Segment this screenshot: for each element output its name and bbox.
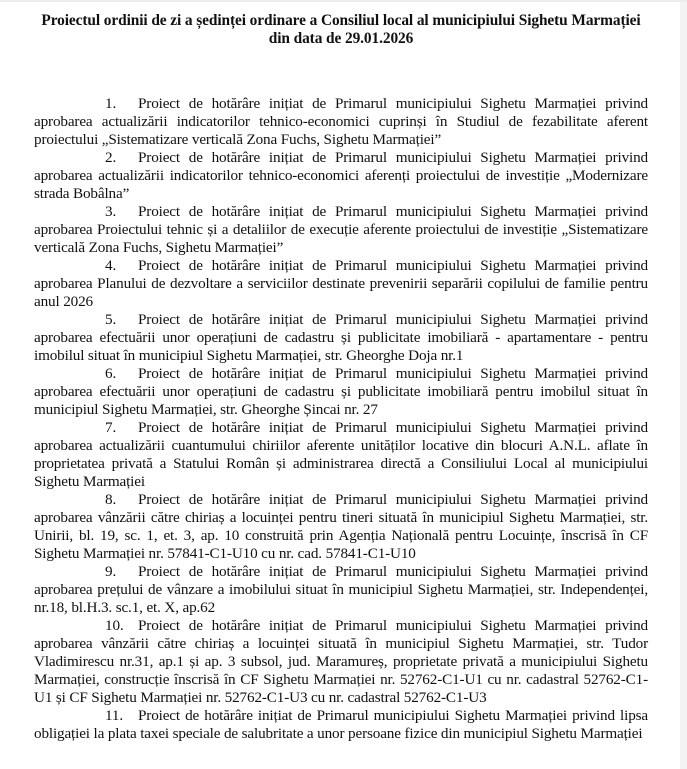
- top-border: [0, 0, 687, 2]
- agenda-item-text: Proiect de hotărâre inițiat de Primarul municipiului Sighetu Marmației privind aprobarea vânzării către chiriaș a locuinței situată în municipiul Sighetu Marmației, str. Tudor Vladimirescu nr.31, ap.1 și ap. 3 subsol, jud. Maramureș, proprietate privată a municipiului Sighetu Marmației, construcție înscrisă în CF Sighetu Marmației nr. 52762-C1-U1 cu nr. cadastral 52762-C1-U1 și CF Sighetu Marmației nr. 52762-C1-U3 cu nr. cadastral 52762-C1-U3: [34, 617, 648, 706]
- agenda-item-number: 4.: [105, 257, 117, 274]
- agenda-item-text: Proiect de hotărâre inițiat de Primarul municipiului Sighetu Marmației privind aprobarea actualizării cuantumului chiriilor aferente unităților locative din blocuri A.N.L. aflate în proprietatea privată a Statului Român și administrarea directă a Consiliului Local al municipiului Sighetu Marmației: [34, 419, 648, 490]
- document-page: [34, 12, 648, 743]
- agenda-item-number: 9.: [105, 563, 117, 580]
- agenda-item: [34, 617, 648, 707]
- scrollbar-track[interactable]: [680, 2, 687, 769]
- agenda-item-number: 11.: [105, 707, 123, 724]
- agenda-item: [34, 149, 648, 203]
- agenda-item-text: Proiect de hotărâre inițiat de Primarul municipiului Sighetu Marmației privind aprobarea efectuării unor operațiuni de cadastru și publicitate imobiliară pentru imobilul situat în municipiul Sighetu Marmației, str. Gheorghe Șincai nr. 27: [34, 365, 648, 418]
- agenda-item-number: 10.: [105, 617, 124, 634]
- agenda-item-number: 5.: [105, 311, 117, 328]
- agenda-item: [34, 95, 648, 149]
- document-title: Proiectul ordinii de zi a ședinței ordinare a Consiliul local al municipiului Sighetu Marmației din data de 29.01.2026: [41, 12, 641, 47]
- agenda-item-text: Proiect de hotărâre inițiat de Primarul municipiului Sighetu Marmației privind lipsa obligației la plata taxei speciale de salubritate a unor persoane fizice din municipiul Sighetu Marmației: [34, 707, 648, 742]
- agenda-item-text: Proiect de hotărâre inițiat de Primarul municipiului Sighetu Marmației privind aprobarea actualizării indicatorilor tehnico-economici cuprinși în Studiul de fezabilitate aferent proiectului „Sistematizare verticală Zona Fuchs, Sighetu Marmației”: [34, 95, 648, 148]
- agenda-item-text: Proiect de hotărâre inițiat de Primarul municipiului Sighetu Marmației privind aprobarea Planului de dezvoltare a serviciilor destinate prevenirii separării copilului de familie pentru anul 2026: [34, 257, 648, 310]
- agenda-item-text: Proiect de hotărâre inițiat de Primarul municipiului Sighetu Marmației privind aprobarea Proiectului tehnic și a detaliilor de execuție aferente proiectului de investiție „Sistematizare verticală Zona Fuchs, Sighetu Marmației”: [34, 203, 648, 256]
- agenda-item: [34, 257, 648, 311]
- agenda-item-text: Proiect de hotărâre inițiat de Primarul municipiului Sighetu Marmației privind aprobarea prețului de vânzare a imobilului situat în municipiul Sighetu Marmației, str. Independenței, nr.18, bl.H.3. sc.1, et. X, ap.62: [34, 563, 648, 616]
- agenda-item-number: 3.: [105, 203, 117, 220]
- agenda-item-text: Proiect de hotărâre inițiat de Primarul municipiului Sighetu Marmației privind aprobarea vânzării către chiriaș a locuinței pentru tineri situată în municipiul Sighetu Marmației, str. Unirii, bl. 19, sc. 1, et. 3, ap. 10 construită prin Agenția Națională pentru Locuințe, înscrisă în CF Sighetu Marmației nr. 57841-C1-U10 cu nr. cad. 57841-C1-U10: [34, 491, 648, 562]
- agenda-list: [34, 95, 648, 743]
- agenda-item: [34, 563, 648, 617]
- agenda-item-number: 8.: [105, 491, 117, 508]
- agenda-item: [34, 419, 648, 491]
- agenda-item-text: Proiect de hotărâre inițiat de Primarul municipiului Sighetu Marmației privind aprobarea actualizării indicatorilor tehnico-economici aferenți proiectului de investiție „Modernizare strada Bobâlna”: [34, 149, 648, 202]
- agenda-item: [34, 491, 648, 563]
- agenda-item-number: 6.: [105, 365, 117, 382]
- agenda-item-text: Proiect de hotărâre inițiat de Primarul municipiului Sighetu Marmației privind aprobarea efectuării unor operațiuni de cadastru și publicitate imobiliară - apartamentare - pentru imobilul situat în municipiul Sighetu Marmației, str. Gheorghe Doja nr.1: [34, 311, 648, 364]
- agenda-item: [34, 707, 648, 743]
- agenda-item-number: 7.: [105, 419, 117, 436]
- agenda-item-number: 2.: [105, 149, 117, 166]
- agenda-item-number: 1.: [105, 95, 117, 112]
- agenda-item: [34, 203, 648, 257]
- agenda-item: [34, 311, 648, 365]
- agenda-item: [34, 365, 648, 419]
